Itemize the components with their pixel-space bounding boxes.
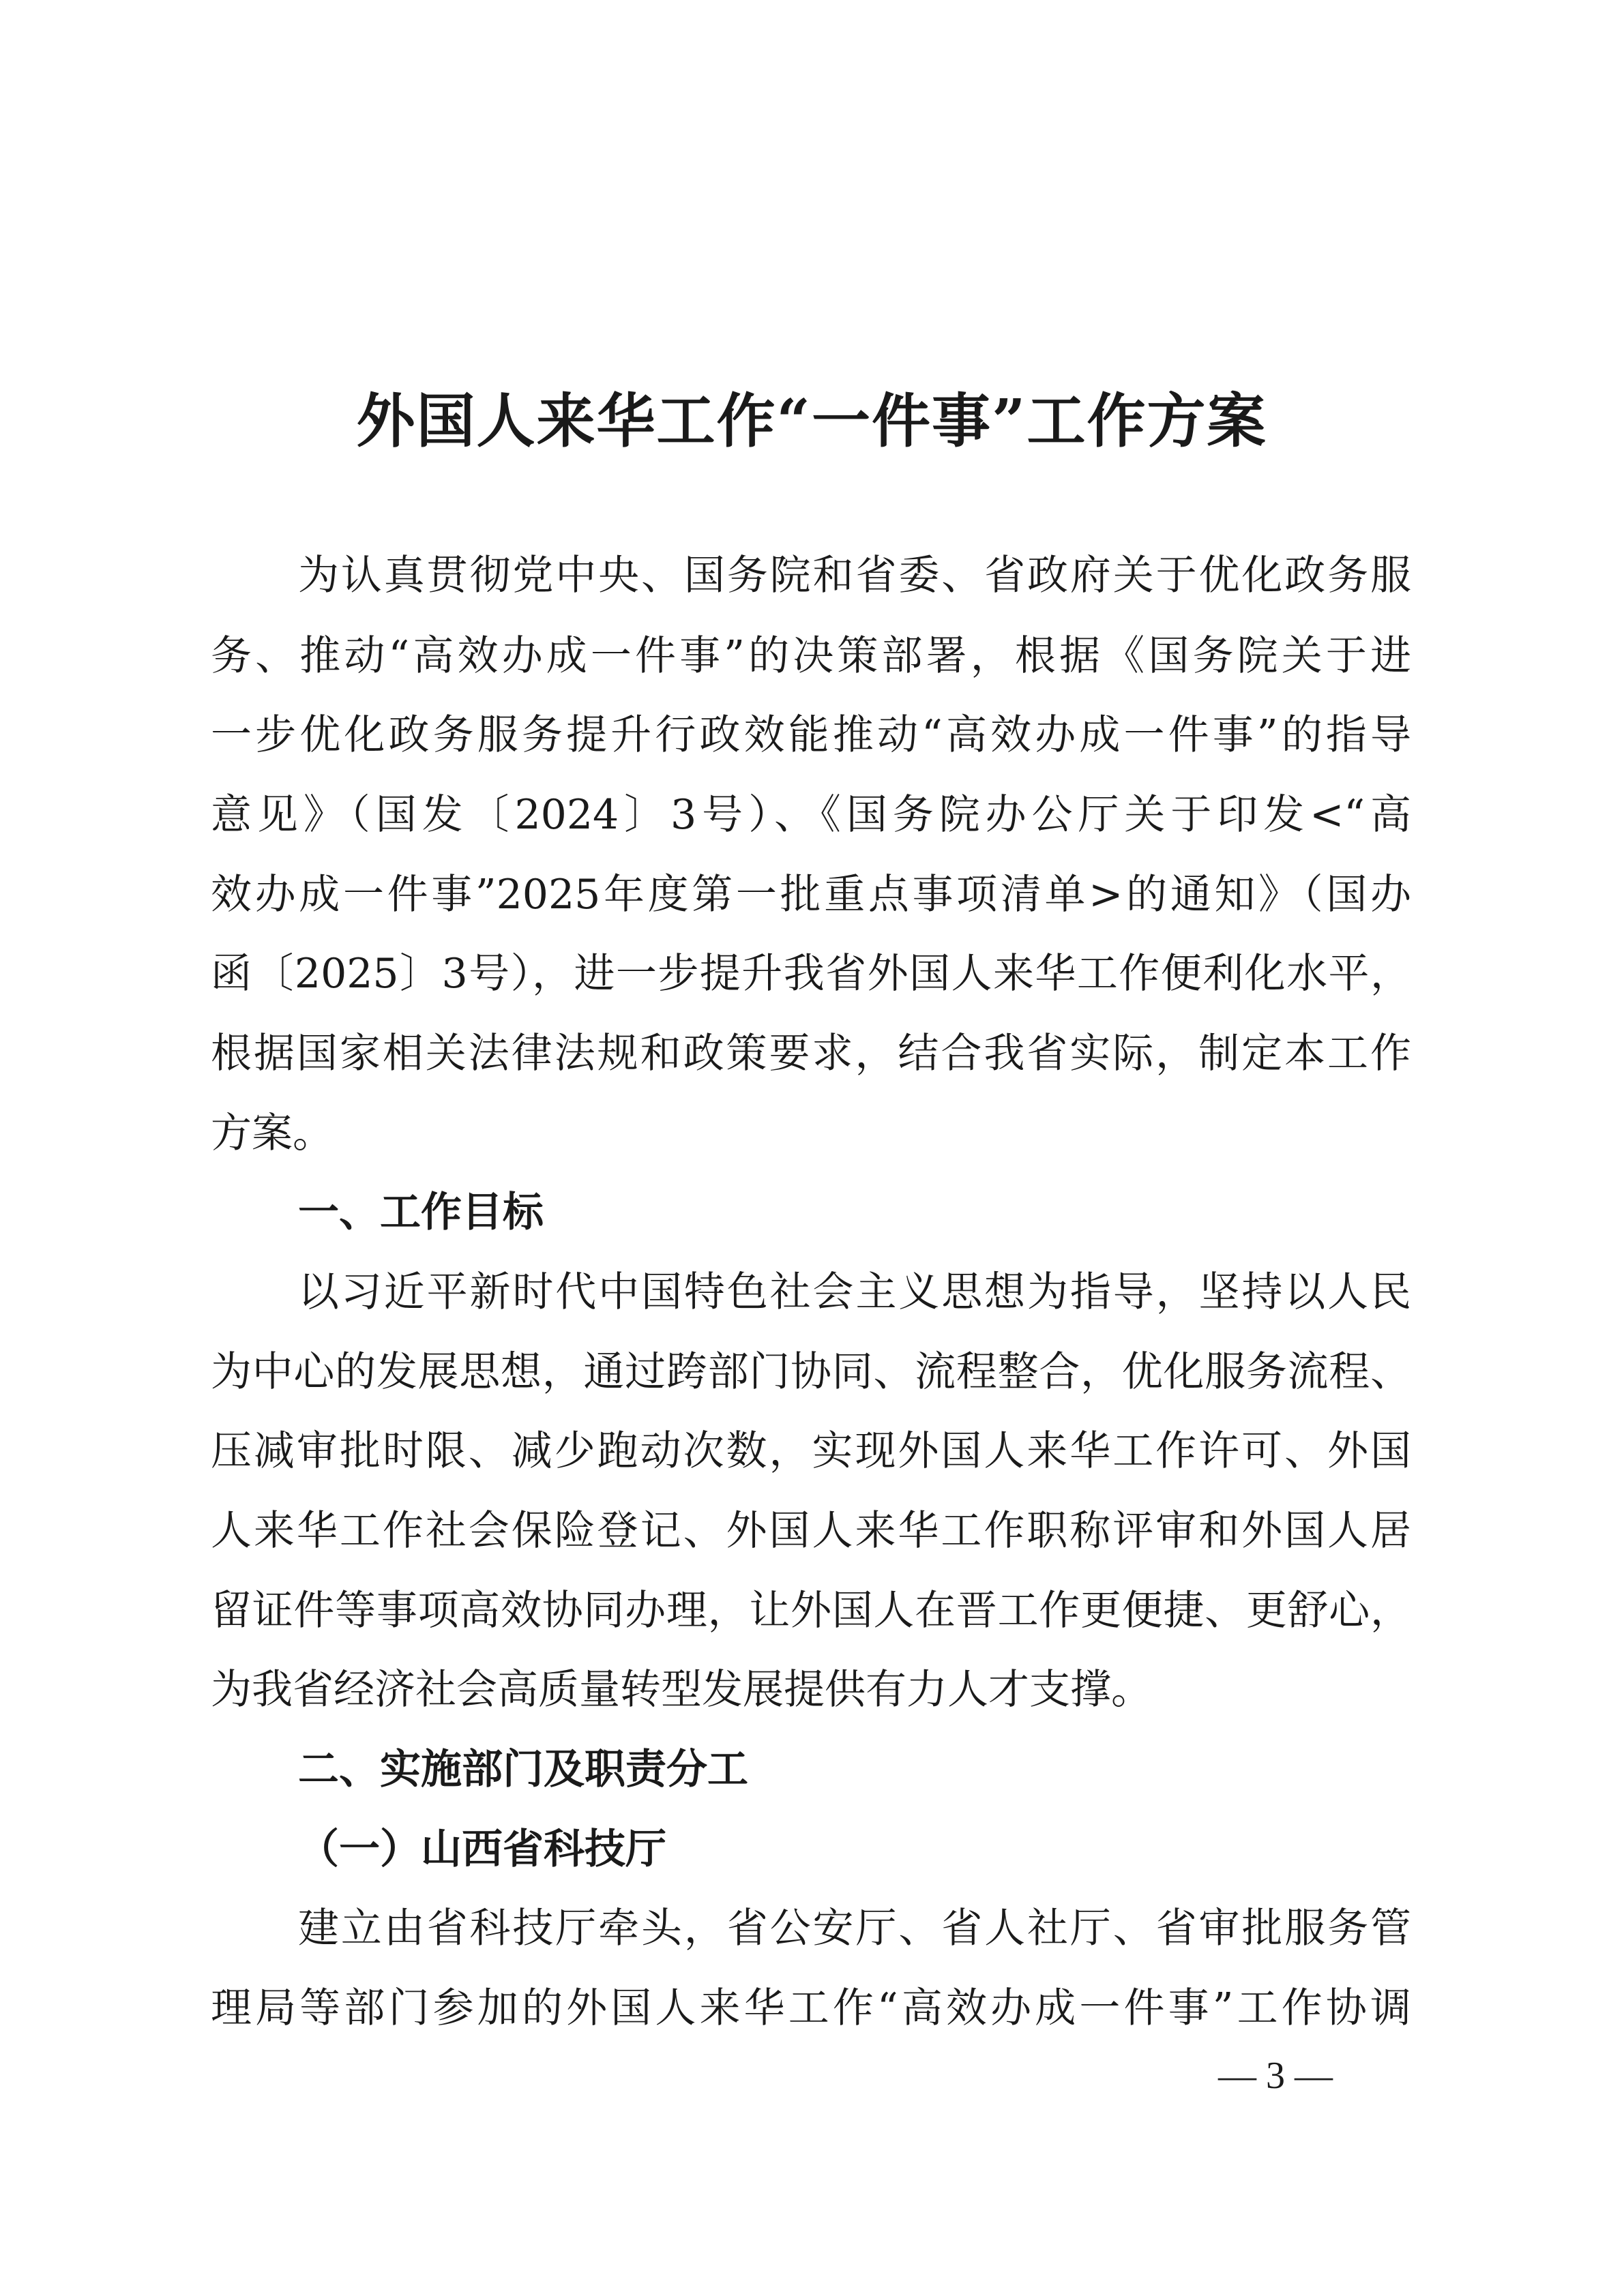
section-heading-departments: 二、实施部门及职责分工	[298, 1746, 748, 1793]
goals-line-2: 为中心的发展思想，通过跨部门协同、流程整合，优化服务流程、	[211, 1348, 1411, 1396]
intro-line-2: 务、推动“高效办成一件事”的决策部署，根据《国务院关于进	[211, 632, 1411, 680]
document-title: 外国人来华工作“一件事”工作方案	[356, 387, 1267, 456]
subsection-heading-science-dept: （一）山西省科技厅	[298, 1825, 666, 1873]
science-dept-line-1: 建立由省科技厅牵头，省公安厅、省人社厅、省审批服务管	[298, 1905, 1411, 1952]
intro-line-3: 一步优化政务服务提升行政效能推动“高效办成一件事”的指导	[211, 711, 1411, 759]
page-number: — 3 —	[1218, 2055, 1333, 2097]
intro-line-1: 为认真贯彻党中央、国务院和省委、省政府关于优化政务服	[298, 552, 1411, 599]
goals-line-3: 压减审批时限、减少跑动次数，实现外国人来华工作许可、外国	[211, 1427, 1411, 1475]
intro-line-5: 效办成一件事”2025年度第一批重点事项清单>的通知》（国办	[211, 871, 1411, 919]
goals-line-1: 以习近平新时代中国特色社会主义思想为指导，坚持以人民	[298, 1268, 1411, 1316]
intro-line-8: 方案。	[211, 1109, 334, 1157]
section-heading-goals: 一、工作目标	[298, 1189, 544, 1236]
science-dept-line-2: 理局等部门参加的外国人来华工作“高效办成一件事”工作协调	[211, 1984, 1411, 2032]
goals-line-5: 留证件等事项高效协同办理，让外国人在晋工作更便捷、更舒心，	[211, 1587, 1411, 1635]
goals-line-6: 为我省经济社会高质量转型发展提供有力人才支撑。	[211, 1666, 1152, 1714]
intro-line-6: 函〔2025〕3号），进一步提升我省外国人来华工作便利化水平，	[211, 950, 1411, 998]
goals-line-4: 人来华工作社会保险登记、外国人来华工作职称评审和外国人居	[211, 1507, 1411, 1555]
intro-line-4: 意见》（国发〔2024〕3号）、《国务院办公厅关于印发<“高	[211, 791, 1411, 839]
intro-line-7: 根据国家相关法律法规和政策要求，结合我省实际，制定本工作	[211, 1030, 1411, 1077]
